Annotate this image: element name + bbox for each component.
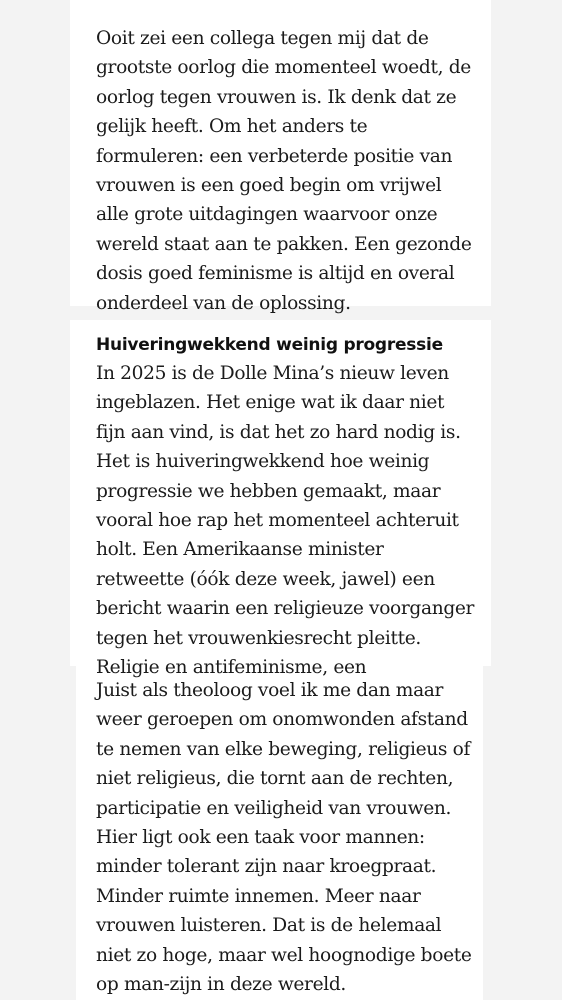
paragraph-line: grootste oorlog die momenteel woedt, de: [96, 57, 471, 79]
paragraph-line: Het is huiveringwekkend hoe weinig: [96, 451, 430, 473]
paragraph-progress: [96, 359, 474, 682]
paragraph-line: bericht waarin een religieuze voorganger: [96, 598, 475, 620]
paragraph-intro: [96, 24, 472, 318]
paragraph-line: Ooit zei een collega tegen mij dat de: [96, 28, 429, 49]
paragraph-line: gelijk heeft. Om het anders te: [96, 116, 368, 138]
paragraph-line: te nemen van elke beweging, religieus of: [96, 738, 471, 760]
paragraph-line: vooral hoe rap het momenteel achteruit: [96, 509, 459, 531]
paragraph-theologian: [96, 676, 472, 999]
paragraph-line: Hier ligt ook een taak voor mannen:: [96, 826, 425, 848]
paragraph-line: niet zo hoge, maar wel hoognodige boete: [96, 944, 472, 966]
section-heading: Huiveringwekkend weinig progressie: [96, 335, 443, 355]
paragraph-line: In 2025 is de Dolle Mina’s nieuw leven: [96, 363, 449, 384]
paragraph-line: niet religieus, die tornt aan de rechten,: [96, 768, 454, 790]
paragraph-line: onderdeel van de oplossing.: [96, 292, 351, 314]
paragraph-line: weer geroepen om onomwonden afstand: [96, 709, 468, 731]
paragraph-line: minder tolerant zijn naar kroegpraat.: [96, 856, 437, 878]
paragraph-line: formuleren: een verbeterde positie van: [96, 145, 453, 167]
paragraph-line: op man-zijn in deze wereld.: [96, 973, 346, 995]
paragraph-line: wereld staat aan te pakken. Een gezonde: [96, 233, 472, 255]
paragraph-line: Minder ruimte innemen. Meer naar: [96, 885, 421, 907]
paragraph-line: participatie en veiligheid van vrouwen.: [96, 797, 452, 819]
paragraph-line: alle grote uitdagingen waarvoor onze: [96, 204, 438, 226]
paragraph-line: retweette (óók deze week, jawel) een: [96, 568, 435, 590]
paragraph-line: dosis goed feminisme is altijd en overal: [96, 263, 455, 285]
paragraph-line: ingeblazen. Het enige wat ik daar niet: [96, 392, 445, 414]
paragraph-line: Juist als theoloog voel ik me dan maar: [96, 680, 444, 701]
paragraph-line: holt. Een Amerikaanse minister: [96, 539, 384, 561]
paragraph-line: Religie en antifeminisme, een: [96, 656, 367, 678]
paragraph-line: oorlog tegen vrouwen is. Ik denk dat ze: [96, 86, 457, 108]
paragraph-line: vrouwen is een goed begin om vrijwel: [96, 174, 442, 196]
paragraph-line: vrouwen luisteren. Dat is de helemaal: [96, 915, 442, 937]
paragraph-line: progressie we hebben gemaakt, maar: [96, 480, 441, 502]
paragraph-line: tegen het vrouwenkiesrecht pleitte.: [96, 627, 421, 649]
paragraph-line: fijn aan vind, is dat het zo hard nodig is.: [96, 421, 461, 443]
